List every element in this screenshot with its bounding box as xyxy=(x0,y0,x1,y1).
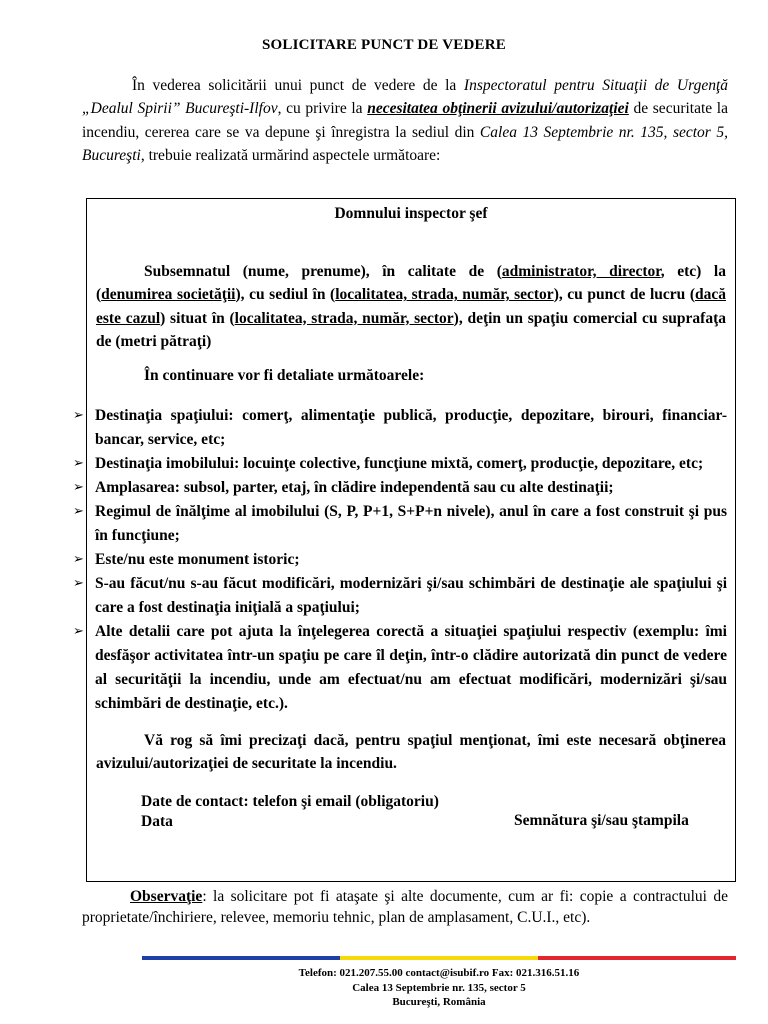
list-item: ➢ Destinaţia spaţiului: comerţ, alimentaţie publică, producţie, depozitare, birouri, financiar-bancar, service, etc; xyxy=(73,404,727,452)
arrow-right-icon: ➢ xyxy=(73,552,84,567)
list-item: ➢ Regimul de înălţime al imobilului (S, P, P+1, S+P+n nivele), anul în care a fost construit şi pus în funcţiune; xyxy=(73,500,727,548)
footer-contact-line: Telefon: 021.207.55.00 contact@isubif.ro Fax: 021.316.51.16 xyxy=(298,967,580,979)
contact-block xyxy=(141,792,439,832)
flag-stripe-yellow xyxy=(340,956,538,960)
date-label: Data xyxy=(141,813,173,830)
intro-paragraph: În vederea solicitării unui punct de vedere de la Inspectoratul pentru Situaţii de Urgenţă „Dealul Spirii” Bucureşti-Ilfov, cu privire la necesitatea obţinerii avizului/autorizaţiei de securitate la incendiu, cererea care se va depune şi înregistra la sediul din Calea 13 Septembrie nr. 135, sector 5, Bucureşti, trebuie realizată urmărind aspectele următoare: xyxy=(82,77,729,164)
flag-stripe-red xyxy=(538,956,736,960)
arrow-right-icon: ➢ xyxy=(73,408,84,423)
tricolor-divider xyxy=(142,956,736,960)
arrow-right-icon: ➢ xyxy=(73,456,84,471)
list-item: ➢ Este/nu este monument istoric; xyxy=(73,548,727,572)
signature-label: Semnătura şi/sau ştampila xyxy=(514,812,689,829)
list-item: ➢ S-au făcut/nu s-au făcut modificări, modernizări şi/sau schimbări de destinaţie ale spaţiului şi care a fost destinaţia iniţială a spaţiului; xyxy=(73,572,727,620)
contact-label: Date de contact: telefon şi email (obligatoriu) xyxy=(141,793,439,810)
footer-city-line: Bucureşti, România xyxy=(392,996,486,1008)
list-item: ➢ Amplasarea: subsol, parter, etaj, în clădire independentă sau cu alte destinaţii; xyxy=(73,476,727,500)
details-list xyxy=(73,404,727,716)
document-title: SOLICITARE PUNCT DE VEDERE xyxy=(261,37,506,53)
list-item: ➢ Alte detalii care pot ajuta la înţelegerea corectă a situaţiei spaţiului respectiv (exemplu: îmi desfăşor activitatea într-un spaţiu pe care îl deţin, într-o clădire autorizată din punct de vedere al securităţii la incendiu, unde am efectuat/nu am efectuat modificări, modernizări şi/sau schimbări de destinaţie, etc.). xyxy=(73,620,727,716)
footer-address-line: Calea 13 Septembrie nr. 135, sector 5 xyxy=(352,981,526,994)
arrow-right-icon: ➢ xyxy=(73,624,84,639)
arrow-right-icon: ➢ xyxy=(73,576,84,591)
arrow-right-icon: ➢ xyxy=(73,480,84,495)
arrow-right-icon: ➢ xyxy=(73,504,84,519)
list-item: ➢ Destinaţia imobilului: locuinţe colective, funcţiune mixtă, comerţ, producţie, depozitare, etc; xyxy=(73,452,727,476)
addressee: Domnului inspector şef xyxy=(334,205,488,222)
details-intro: În continuare vor fi detaliate următoarele: xyxy=(144,367,425,384)
declaration-paragraph: Subsemnatul (nume, prenume), în calitate de (administrator, director, etc) la (denumirea societăţii), cu sediul în (localitatea, strada, număr, sector), cu punct de lucru (dacă este cazul) situat în (localitatea, strada, număr, sector), deţin un spaţiu comercial cu suprafaţa de (metri pătraţi) xyxy=(96,263,726,350)
observation-paragraph: Observaţie: la solicitare pot fi ataşate şi alte documente, cum ar fi: copie a contractului de proprietate/închiriere, relevee, memoriu tehnic, plan de amplasament, C.U.I., etc). xyxy=(82,888,728,926)
request-paragraph: Vă rog să îmi precizaţi dacă, pentru spaţiul menţionat, îmi este necesară obţinerea avizului/autorizaţiei de securitate la incendiu. xyxy=(96,732,726,773)
flag-stripe-blue xyxy=(142,956,340,960)
footer xyxy=(142,966,736,1010)
